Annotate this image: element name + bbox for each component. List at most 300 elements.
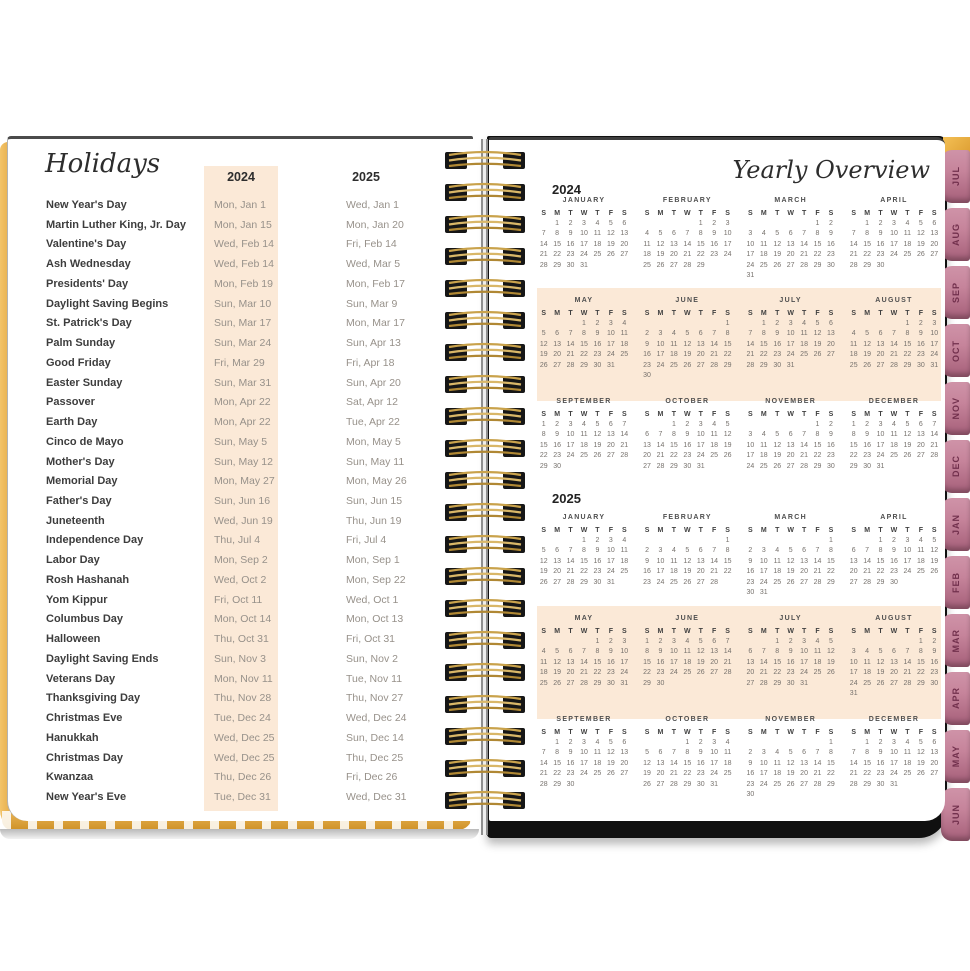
day-number: 17 — [656, 568, 665, 576]
day-number: 11 — [813, 648, 822, 656]
day-number — [784, 588, 797, 598]
weekday-letter: S — [851, 527, 857, 534]
day-number: 2 — [878, 739, 883, 746]
day-number — [667, 738, 680, 748]
week-row — [744, 546, 838, 556]
day-number: 20 — [656, 770, 665, 778]
month-title: SEPTEMBER — [556, 716, 612, 723]
weekday-letter: S — [725, 628, 730, 635]
day-number: 28 — [903, 679, 912, 687]
day-number: 24 — [580, 770, 588, 778]
day-number — [824, 790, 837, 800]
weekday-letter: T — [671, 411, 677, 418]
day-number: 12 — [643, 759, 651, 767]
day-number: 29 — [876, 578, 885, 586]
weekday-letter: T — [698, 210, 703, 217]
weekday-letter: T — [801, 210, 807, 217]
weekday-letter: S — [621, 527, 627, 534]
day-number: 29 — [827, 578, 835, 586]
day-number: 19 — [773, 251, 782, 259]
day-number: 2 — [595, 537, 600, 544]
day-number: 10 — [696, 431, 705, 439]
week-row — [640, 567, 734, 577]
day-number — [654, 738, 667, 748]
day-number — [824, 679, 837, 689]
day-number: 11 — [540, 658, 548, 666]
day-number: 2 — [568, 739, 573, 746]
day-number: 19 — [786, 568, 795, 576]
day-number — [707, 536, 720, 546]
day-number: 2 — [865, 421, 870, 428]
day-number: 16 — [890, 557, 898, 565]
day-number: 14 — [566, 557, 575, 565]
weekday-letter: T — [568, 210, 573, 217]
holiday-date-2025: Sun, Jun 15 — [346, 495, 403, 508]
day-number: 23 — [643, 361, 651, 369]
day-number: 24 — [606, 351, 615, 359]
day-number: 9 — [608, 648, 613, 656]
week-row — [744, 769, 838, 779]
day-number: 22 — [580, 351, 588, 359]
day-number: 19 — [539, 351, 548, 359]
day-number: 31 — [746, 272, 755, 280]
holiday-row — [8, 255, 473, 275]
day-number: 20 — [930, 240, 939, 248]
day-number: 23 — [890, 568, 898, 576]
week-row — [640, 536, 734, 546]
day-number: 16 — [696, 759, 705, 767]
day-number: 12 — [723, 431, 732, 439]
weekday-letter: M — [864, 310, 871, 317]
day-number: 2 — [878, 220, 883, 227]
day-number: 1 — [815, 220, 820, 227]
day-number: 11 — [903, 749, 912, 757]
day-number — [537, 738, 550, 748]
yearly-overview-page — [489, 137, 945, 821]
holiday-date-2025: Mon, Jan 20 — [346, 218, 404, 231]
day-number: 14 — [849, 759, 858, 767]
day-number: 24 — [786, 351, 795, 359]
day-number: 11 — [773, 759, 781, 767]
day-number: 13 — [643, 441, 651, 449]
weekday-letter: F — [712, 527, 717, 534]
day-number: 5 — [698, 638, 703, 645]
month-title: JANUARY — [562, 514, 606, 521]
weekday-letter: W — [890, 729, 898, 736]
day-number: 9 — [685, 431, 690, 439]
day-number: 12 — [593, 431, 602, 439]
day-number: 12 — [773, 240, 782, 248]
day-number: 22 — [876, 568, 885, 576]
month-title: APRIL — [880, 514, 908, 521]
day-number: 27 — [606, 452, 615, 460]
day-number: 4 — [802, 320, 807, 327]
day-number: 11 — [850, 340, 858, 348]
day-number: 30 — [683, 462, 692, 470]
day-number: 27 — [643, 462, 651, 470]
day-number: 3 — [582, 220, 586, 227]
month-title: NOVEMBER — [765, 716, 817, 723]
day-number: 5 — [645, 749, 649, 757]
day-number: 9 — [828, 230, 833, 238]
holiday-date-2025: Mon, Sep 1 — [346, 554, 400, 567]
day-number: 21 — [759, 669, 768, 677]
month-tab-apr — [941, 672, 970, 725]
day-number: 31 — [580, 261, 588, 269]
day-number — [604, 780, 617, 790]
day-number: 22 — [759, 351, 768, 359]
month-tab-label: APR — [950, 687, 961, 710]
day-number: 3 — [851, 648, 856, 656]
day-number: 14 — [723, 648, 732, 656]
holiday-name: New Year's Eve — [46, 791, 127, 804]
day-number: 3 — [905, 537, 910, 544]
week-row — [847, 780, 941, 790]
weekday-header — [640, 727, 734, 738]
day-number: 3 — [761, 547, 766, 555]
day-number: 17 — [930, 340, 939, 348]
spiral-coil — [437, 596, 533, 622]
day-number: 23 — [606, 669, 615, 677]
day-number: 7 — [932, 421, 937, 428]
holiday-name: Thanksgiving Day — [46, 692, 141, 705]
day-number: 27 — [800, 578, 808, 586]
week-row — [744, 790, 838, 800]
day-number: 20 — [566, 669, 575, 677]
holiday-date-2024: Mon, Sep 2 — [214, 554, 268, 567]
week-row — [640, 748, 734, 758]
day-number: 30 — [593, 361, 602, 369]
day-number: 24 — [759, 578, 768, 586]
day-number: 18 — [620, 557, 629, 565]
day-number: 12 — [786, 557, 795, 565]
day-number: 15 — [759, 340, 768, 348]
weekday-letter: M — [864, 628, 871, 635]
day-number: 2 — [828, 220, 833, 227]
holiday-row — [8, 235, 473, 255]
month-tab-aug — [941, 208, 970, 261]
day-number: 24 — [620, 669, 629, 677]
holiday-name: Easter Sunday — [46, 376, 123, 389]
day-number: 6 — [622, 220, 627, 227]
day-number: 10 — [890, 749, 898, 757]
week-row — [537, 647, 631, 657]
day-number: 10 — [903, 547, 912, 555]
holiday-row — [8, 196, 473, 216]
day-number: 31 — [620, 679, 629, 687]
holidays-page — [7, 136, 473, 821]
holiday-name: Daylight Saving Begins — [46, 297, 169, 310]
month-title: DECEMBER — [868, 716, 920, 723]
day-number: 30 — [773, 361, 782, 369]
day-number: 6 — [748, 648, 753, 656]
day-number: 19 — [916, 240, 925, 248]
day-number: 27 — [620, 770, 629, 778]
day-number: 27 — [696, 361, 705, 369]
day-number: 16 — [593, 557, 602, 565]
day-number: 13 — [710, 648, 719, 656]
day-number: 24 — [849, 679, 858, 687]
day-number: 15 — [643, 658, 651, 666]
week-row — [744, 748, 838, 758]
day-number — [744, 738, 757, 748]
day-number: 17 — [710, 759, 719, 767]
weekday-letter: W — [684, 310, 691, 317]
day-number: 5 — [865, 330, 870, 338]
weekday-letter: M — [657, 729, 664, 736]
day-number: 4 — [622, 320, 627, 327]
day-number: 26 — [863, 361, 872, 369]
day-number: 21 — [580, 669, 588, 677]
day-number: 15 — [580, 557, 588, 565]
day-number: 3 — [761, 749, 766, 757]
weekday-letter: S — [621, 310, 627, 317]
day-number: 27 — [800, 780, 808, 788]
day-number: 13 — [669, 240, 678, 248]
weekday-letter: S — [931, 628, 937, 635]
day-number: 14 — [710, 557, 719, 565]
month-title: NOVEMBER — [765, 398, 817, 405]
holiday-row — [8, 650, 473, 670]
day-number: 29 — [813, 261, 822, 269]
holiday-row — [8, 610, 473, 630]
day-number: 31 — [800, 679, 808, 687]
day-number: 9 — [918, 330, 923, 338]
day-number: 20 — [916, 441, 925, 449]
day-number: 27 — [696, 578, 705, 586]
week-row — [537, 637, 631, 647]
day-number: 3 — [802, 638, 807, 645]
day-number: 5 — [918, 739, 923, 746]
day-number: 8 — [815, 230, 820, 238]
day-number: 21 — [930, 441, 939, 449]
day-number — [887, 637, 900, 647]
year-grid-1 — [537, 140, 941, 821]
weekday-letter: M — [864, 411, 871, 418]
day-number: 6 — [878, 330, 883, 338]
day-number: 8 — [582, 330, 586, 338]
day-number: 10 — [723, 230, 732, 238]
day-number: 12 — [606, 749, 615, 757]
holiday-row — [8, 334, 473, 354]
day-number: 28 — [759, 679, 768, 687]
weekday-letter: T — [595, 527, 600, 534]
year-label-2025: 2025 — [552, 491, 581, 506]
day-number: 19 — [773, 452, 782, 460]
day-number — [667, 679, 680, 689]
holiday-date-2025: Wed, Jan 1 — [346, 199, 399, 211]
holiday-row — [8, 512, 473, 532]
holiday-name: Father's Day — [46, 495, 112, 508]
day-number: 21 — [539, 770, 548, 778]
day-number: 1 — [725, 537, 730, 544]
day-number: 10 — [656, 557, 665, 565]
weekday-header — [640, 525, 734, 536]
day-number: 31 — [696, 462, 705, 470]
weekday-letter: M — [554, 411, 561, 418]
holiday-row — [8, 354, 473, 374]
week-row — [744, 557, 838, 567]
month-tab-label: SEP — [950, 281, 961, 303]
day-number: 8 — [828, 547, 833, 555]
month-tab-sep — [941, 266, 970, 319]
day-number: 18 — [580, 441, 588, 449]
day-number: 28 — [849, 261, 858, 269]
day-number: 3 — [658, 330, 663, 338]
spiral-coil — [437, 212, 533, 238]
day-number: 10 — [620, 648, 629, 656]
month-title: OCTOBER — [665, 398, 710, 405]
day-number: 21 — [620, 441, 629, 449]
day-number: 22 — [827, 568, 835, 576]
holiday-date-2024: Wed, Feb 14 — [214, 258, 274, 271]
day-number: 11 — [800, 330, 808, 338]
holiday-name: Earth Day — [46, 416, 98, 429]
holiday-name: Juneteenth — [46, 514, 105, 527]
holiday-date-2025: Sun, Apr 13 — [346, 337, 401, 350]
day-number: 1 — [582, 537, 586, 544]
day-number: 28 — [620, 452, 629, 460]
month-tab-label: MAR — [950, 628, 961, 653]
day-number: 13 — [800, 557, 808, 565]
day-number: 25 — [903, 251, 912, 259]
weekday-letter: F — [608, 628, 613, 635]
month-tab-label: OCT — [950, 339, 961, 362]
day-number: 10 — [580, 749, 588, 757]
day-number: 17 — [696, 441, 705, 449]
weekday-letter: S — [851, 210, 857, 217]
day-number: 17 — [656, 351, 665, 359]
day-number: 27 — [890, 679, 898, 687]
day-number: 9 — [775, 330, 780, 338]
day-number: 10 — [656, 340, 665, 348]
holiday-row — [8, 374, 473, 394]
day-number: 24 — [710, 770, 719, 778]
day-number: 4 — [761, 230, 766, 238]
day-number: 23 — [696, 770, 705, 778]
day-number: 26 — [606, 770, 615, 778]
day-number: 1 — [918, 638, 923, 645]
weekday-letter: S — [828, 729, 834, 736]
day-number: 27 — [876, 361, 885, 369]
month-title: APRIL — [880, 197, 908, 204]
holiday-date-2024: Sun, Mar 31 — [214, 376, 272, 389]
day-number: 16 — [746, 568, 755, 576]
day-number: 1 — [775, 638, 780, 645]
week-row — [537, 536, 631, 546]
day-number: 26 — [827, 669, 835, 677]
day-number: 30 — [863, 462, 872, 470]
week-row — [537, 546, 631, 556]
weekday-letter: M — [760, 729, 767, 736]
day-number: 18 — [593, 759, 602, 767]
day-number: 9 — [568, 230, 573, 238]
week-row — [537, 780, 631, 790]
day-number: 26 — [656, 261, 665, 269]
day-number: 2 — [892, 537, 896, 544]
weekday-letter: S — [748, 628, 753, 635]
day-number: 23 — [773, 351, 782, 359]
week-row — [537, 557, 631, 567]
holiday-date-2024: Wed, Oct 2 — [214, 573, 267, 586]
day-number: 26 — [786, 578, 795, 586]
day-number: 20 — [620, 240, 629, 248]
day-number: 13 — [876, 340, 885, 348]
weekday-letter: W — [580, 628, 588, 635]
day-number: 10 — [849, 658, 858, 666]
holiday-name: Christmas Eve — [46, 712, 123, 725]
day-number: 17 — [759, 770, 768, 778]
day-number: 30 — [916, 361, 925, 369]
day-number: 4 — [815, 638, 820, 645]
day-number: 29 — [759, 361, 768, 369]
day-number: 15 — [553, 240, 562, 248]
day-number: 3 — [712, 739, 717, 746]
day-number: 4 — [671, 330, 676, 338]
day-number: 23 — [930, 669, 939, 677]
weekday-letter: M — [760, 411, 767, 418]
day-number: 13 — [620, 230, 629, 238]
holiday-name: Labor Day — [46, 554, 100, 567]
day-number: 30 — [566, 261, 575, 269]
day-number: 1 — [851, 421, 856, 428]
week-row — [847, 546, 941, 556]
day-number: 30 — [656, 679, 665, 687]
weekday-letter: M — [760, 628, 767, 635]
holiday-date-2024: Mon, Jan 1 — [214, 199, 266, 211]
day-number: 2 — [645, 330, 649, 338]
weekday-letter: M — [864, 210, 871, 217]
day-number: 11 — [890, 431, 898, 439]
day-number: 12 — [827, 648, 835, 656]
day-number: 10 — [800, 648, 808, 656]
day-number: 10 — [876, 431, 885, 439]
day-number: 8 — [698, 230, 703, 238]
weekday-letter: T — [671, 310, 677, 317]
day-number: 8 — [725, 330, 730, 338]
day-number: 8 — [815, 431, 820, 439]
week-row — [847, 679, 941, 689]
weekday-letter: W — [890, 310, 898, 317]
day-number: 16 — [827, 441, 835, 449]
holiday-date-2025: Wed, Mar 5 — [346, 258, 401, 271]
day-number: 28 — [539, 780, 548, 788]
weekday-letter: W — [787, 628, 794, 635]
day-number: 16 — [930, 658, 939, 666]
day-number: 11 — [710, 431, 718, 439]
day-number: 19 — [656, 251, 665, 259]
holiday-row — [8, 314, 473, 334]
day-number: 21 — [683, 251, 692, 259]
day-number: 19 — [683, 568, 692, 576]
day-number: 27 — [916, 452, 925, 460]
day-number: 16 — [786, 658, 795, 666]
weekday-letter: T — [671, 729, 677, 736]
holiday-row — [8, 591, 473, 611]
day-number: 25 — [710, 452, 719, 460]
holiday-name: Memorial Day — [46, 475, 118, 488]
day-number: 10 — [566, 431, 575, 439]
day-number: 10 — [759, 759, 768, 767]
weekday-letter: T — [568, 310, 573, 317]
day-number: 26 — [773, 261, 782, 269]
spiral-coil — [437, 276, 533, 302]
day-number: 24 — [930, 351, 939, 359]
weekday-letter: F — [712, 210, 717, 217]
day-number: 27 — [746, 679, 755, 687]
weekday-letter: S — [931, 527, 937, 534]
day-number: 24 — [759, 780, 768, 788]
